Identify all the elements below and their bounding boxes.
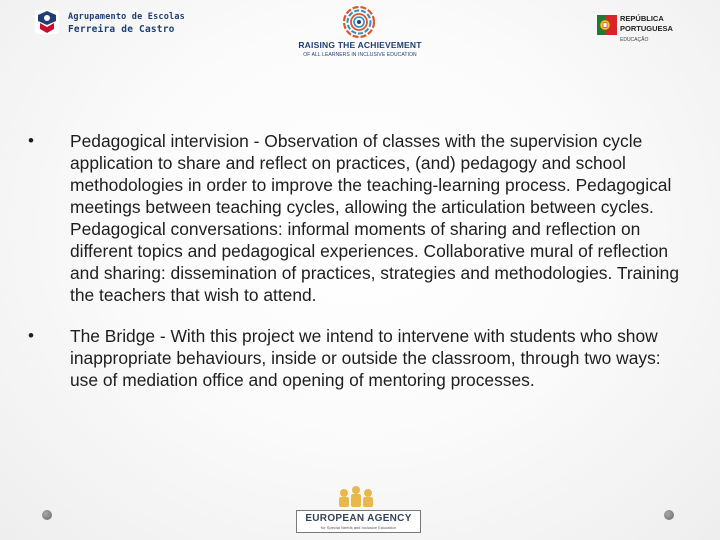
government-logo-line2: PORTUGUESA: [620, 24, 673, 33]
school-logo-line1: Agrupamento de Escolas: [68, 12, 185, 22]
government-logo: [597, 10, 697, 46]
decorative-dot-left: [42, 510, 52, 520]
agency-name: EUROPEAN AGENCY: [305, 513, 412, 524]
school-logo-line2: Ferreira de Castro: [68, 24, 175, 35]
school-mark-icon: [34, 9, 60, 35]
portugal-flag-icon: [597, 13, 617, 37]
concentric-circles-icon: [343, 6, 375, 38]
bullet-marker: •: [28, 131, 34, 150]
school-logo: [34, 8, 184, 38]
bullet-list: [28, 130, 688, 410]
bullet-text: The Bridge - With this project we intend to intervene with students who show inappropriate behaviours, inside or outside the classroom, through two ways: use of mediation office and opening of mentoring processes.: [70, 326, 661, 390]
bullet-item-pedagogical-intervision: [28, 130, 688, 306]
project-logo-subtitle: OF ALL LEARNERS IN INCLUSIVE EDUCATION: [303, 52, 417, 58]
bullet-marker: •: [28, 326, 34, 345]
agency-people-icon: [334, 486, 378, 508]
european-agency-logo: [296, 486, 421, 534]
government-logo-line3: EDUCAÇÃO: [620, 37, 649, 43]
project-logo: [295, 6, 425, 64]
bullet-text: Pedagogical intervision - Observation of classes with the supervision cycle application to share and reflect on practices, (and) pedagogy and school methodologies in order to improve the teaching-learning process. Pedagogical meetings between teaching cycles, allowing the articulation between cycles. Pedagogical conversations: informal moments of sharing and reflection on different topics and pedagogical experiences. Collaborative mural of reflection and sharing: dissemination of practices, strategies and methodologies. Training the teachers that wish to attend.: [70, 131, 680, 305]
government-logo-line1: REPÚBLICA: [620, 14, 664, 23]
agency-name-box: [296, 510, 421, 533]
decorative-dot-right: [664, 510, 674, 520]
bullet-item-the-bridge: [28, 325, 688, 391]
agency-tagline: for Special Needs and Inclusive Education: [321, 525, 396, 530]
project-logo-title: RAISING THE ACHIEVEMENT: [298, 40, 422, 50]
